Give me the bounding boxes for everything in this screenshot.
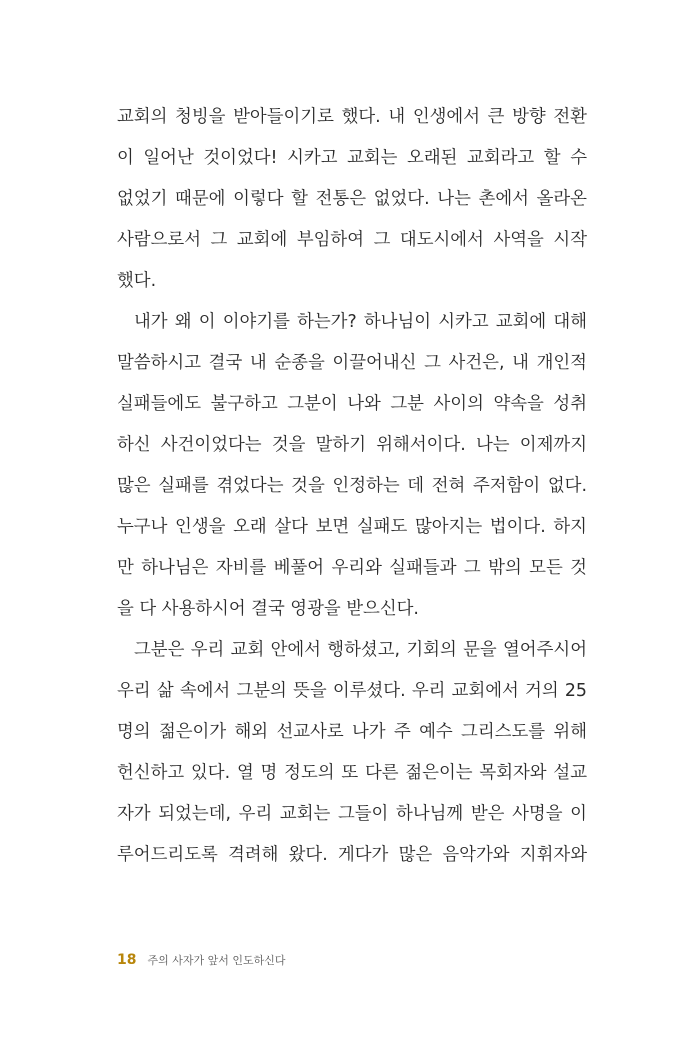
text-line: 했다. — [117, 271, 157, 291]
text-line: 교회의 청빙을 받아들이기로 했다. 내 인생에서 큰 방향 전환 — [117, 107, 587, 127]
text-line: 만 하나님은 자비를 베풀어 우리와 실패들과 그 밖의 모든 것 — [117, 558, 587, 578]
page-footer — [117, 952, 286, 972]
text-line: 실패들에도 불구하고 그분이 나와 그분 사이의 약속을 성취 — [117, 394, 587, 414]
running-title: 주의 사자가 앞서 인도하신다 — [147, 954, 286, 967]
text-line: 하신 사건이었다는 것을 말하기 위해서이다. 나는 이제까지 — [117, 435, 587, 455]
text-line: 우리 삶 속에서 그분의 뜻을 이루셨다. 우리 교회에서 거의 25 — [117, 681, 587, 701]
text-line: 자가 되었는데, 우리 교회는 그들이 하나님께 받은 사명을 이 — [117, 804, 587, 824]
text-line: 을 다 사용하시어 결국 영광을 받으신다. — [117, 599, 419, 619]
text-line: 없었기 때문에 이렇다 할 전통은 없었다. 나는 촌에서 올라온 — [117, 189, 587, 209]
text-line: 헌신하고 있다. 열 명 정도의 또 다른 젊은이는 목회자와 설교 — [117, 763, 587, 783]
page-body — [117, 97, 587, 876]
text-line: 명의 젊은이가 해외 선교사로 나가 주 예수 그리스도를 위해 — [117, 722, 587, 742]
text-line: 그분은 우리 교회 안에서 행하셨고, 기회의 문을 열어주시어 — [134, 640, 587, 660]
text-line: 내가 왜 이 이야기를 하는가? 하나님이 시카고 교회에 대해 — [134, 312, 587, 332]
text-line: 많은 실패를 겪었다는 것을 인정하는 데 전혀 주저함이 없다. — [117, 476, 587, 496]
text-line: 루어드리도록 격려해 왔다. 게다가 많은 음악가와 지휘자와 — [117, 845, 587, 865]
text-line: 사람으로서 그 교회에 부임하여 그 대도시에서 사역을 시작 — [117, 230, 587, 250]
paragraph-1 — [117, 97, 587, 302]
page-number: 18 — [117, 952, 137, 968]
paragraph-3 — [117, 630, 587, 876]
text-line: 이 일어난 것이었다! 시카고 교회는 오래된 교회라고 할 수 — [117, 148, 587, 168]
text-line: 말씀하시고 결국 내 순종을 이끌어내신 그 사건은, 내 개인적 — [117, 353, 587, 373]
text-line: 누구나 인생을 오래 살다 보면 실패도 많아지는 법이다. 하지 — [117, 517, 587, 537]
paragraph-2 — [117, 302, 587, 630]
